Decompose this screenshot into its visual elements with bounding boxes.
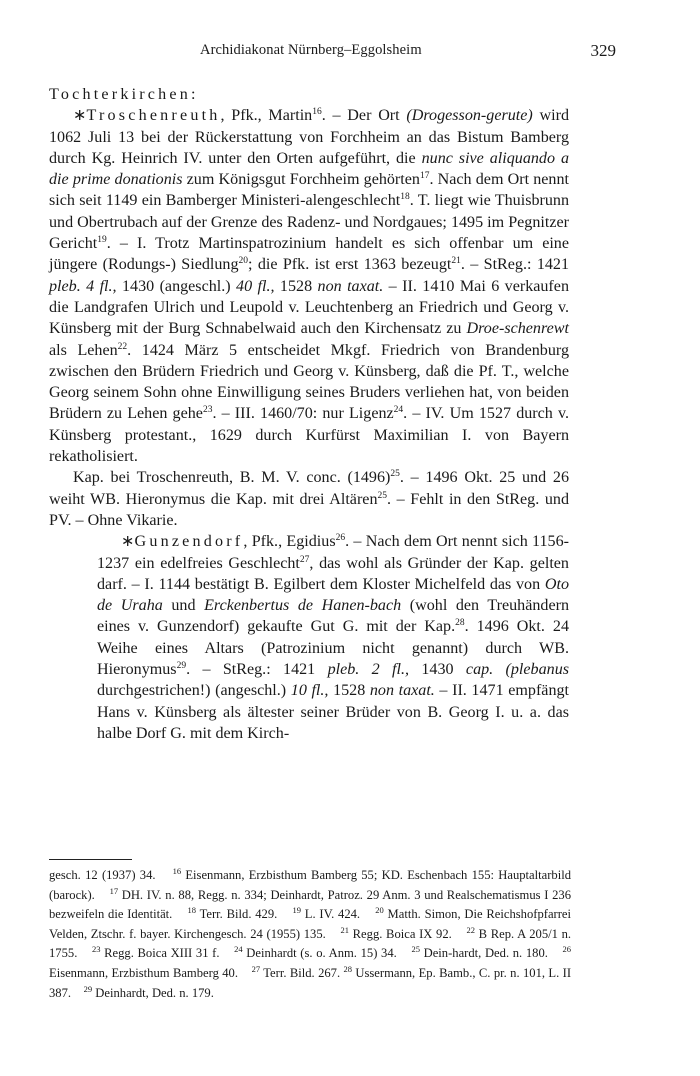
footnote-divider xyxy=(49,859,132,860)
italic-run: (Drogesson-gerute) xyxy=(406,107,533,125)
footnote-ref: 25 xyxy=(377,490,387,501)
footnote-20: Matth. Simon, Die Reichshofpfarrei Velden, Ztschr. f. bayer. Kirchengesch. 24 (1955) 135. xyxy=(49,907,572,941)
footnote-number: 29 xyxy=(83,983,93,994)
footnote-ref: 17 xyxy=(419,171,430,182)
footnote-19: L. IV. 424. xyxy=(301,907,361,922)
text-run: , Pfk., Martin xyxy=(220,107,313,125)
text-run: zum Königsgut Forchheim gehörten xyxy=(182,171,420,189)
text-run: 1430 (angeschl.) xyxy=(116,277,237,295)
footnote-29: Deinhardt, Ded. n. 179. xyxy=(92,985,214,1000)
footnote-27: Terr. Bild. 267. xyxy=(260,965,341,980)
footnote-28: Ussermann, Ep. Bamb., C. pr. n. 101, L. II 387. xyxy=(49,965,572,1000)
footnote-number: 23 xyxy=(91,944,101,955)
text-run: . – Der Ort xyxy=(321,107,407,125)
text-run: . 1424 März 5 entscheidet Mkgf. Friedrich von Brandenburg zwischen den Brüdern Friedrich und Georg v. Künsberg, daß die Pf. T., welche Georg seinem Sohn ohne Einwilligung seines Bruders verliehen hat, von beiden Brüdern zu Lehen gehe xyxy=(49,341,569,423)
text-run: wird 1062 Juli 13 bei der Rückerstattung von Forchheim an das Bistum Bamberg durch Kg. Heinrich IV. unter den Orten aufgeführt, die xyxy=(49,107,570,167)
page-number: 329 xyxy=(590,41,616,60)
footnote-ref: 25 xyxy=(390,469,400,480)
footnote-number: 16 xyxy=(172,866,182,876)
footnote-23: Regg. Boica XIII 31 f. xyxy=(100,946,220,961)
footnote-22: B Rep. A 205/1 n. 1755. xyxy=(49,926,572,961)
text-run: . – IV. Um 1527 durch v. Künsberg protestant., 1629 durch Kurfürst Maximilian I. von Bayern rekatholisiert. xyxy=(49,405,569,466)
text-run: . – Nach dem Ort nennt sich 1156-1237 ein edelfreies Geschlecht xyxy=(97,533,570,572)
text-run: als Lehen xyxy=(49,341,118,359)
text-run: . – Fehlt in den StReg. und PV. – Ohne Vikarie. xyxy=(49,490,569,529)
footnotes xyxy=(49,866,571,1003)
footnote-number: 18 xyxy=(187,905,197,916)
star-marker: ∗ xyxy=(121,533,135,551)
text-run: – II. 1410 Mai 6 verkaufen die Landgrafen Ulrich und Leupold v. Leuchtenberg an Friedrich und Georg v. Künsberg mit der Burg Schnabelwaid auch den Kirchensatz zu xyxy=(49,277,569,338)
footnote-ref: 26 xyxy=(335,533,346,544)
section-heading: Tochterkirchen: xyxy=(49,86,199,103)
footnote-number: 26 xyxy=(562,944,572,955)
footnote-ref: 16 xyxy=(312,107,322,118)
footnote-24: Deinhardt (s. o. Anm. 15) 34. xyxy=(242,946,397,961)
footnote-ref: 21 xyxy=(451,256,461,267)
italic-run: Oto de Uraha xyxy=(97,575,569,615)
text-run: ; die Pfk. ist erst 1363 bezeugt xyxy=(248,256,452,274)
paragraph-chapel xyxy=(49,467,569,531)
text-run: 1430 xyxy=(409,661,466,679)
italic-run: pleb. 4 fl., xyxy=(49,277,117,295)
text-run: . – 1496 Okt. 25 und 26 weiht WB. Hieronymus die Kap. mit drei Altären xyxy=(49,469,569,508)
text-run: und xyxy=(162,597,205,615)
footnote-number: 20 xyxy=(375,905,384,916)
italic-run: Droe-schenrewt xyxy=(466,320,569,338)
footnote-ref: 20 xyxy=(238,256,249,267)
footnote-ref: 24 xyxy=(393,405,404,416)
text-run: . – StReg.: 1421 xyxy=(460,256,570,274)
italic-run: non taxat. xyxy=(369,682,435,700)
text-run: . T. liegt wie Thuisbrunn und Obertrubach auf der Grenze des Radenz- und Nordgaues; 1495 im Pegnitzer Gericht xyxy=(49,192,570,253)
text-run: 1528 xyxy=(328,682,370,700)
star-marker: ∗ xyxy=(73,107,87,125)
footnote-ref: 18 xyxy=(400,192,410,203)
text-run: 1528 xyxy=(274,277,318,295)
text-run: . 1496 Okt. 24 Weihe eines Altars (Patrozinium nicht genannt) durch WB. Hieronymus xyxy=(97,618,569,679)
footnote-continuation: gesch. 12 (1937) 34. xyxy=(49,868,156,882)
text-run: . Nach dem Ort nennt sich seit 1149 ein Bamberger Ministeri-alengeschlecht xyxy=(49,171,569,210)
footnote-ref: 29 xyxy=(176,661,187,672)
paragraph-troschenreuth xyxy=(49,105,569,467)
footnote-18: Terr. Bild. 429. xyxy=(196,907,278,922)
footnote-ref: 22 xyxy=(117,341,128,352)
footnote-number: 21 xyxy=(340,924,349,935)
footnote-number: 22 xyxy=(466,924,475,935)
footnote-ref: 27 xyxy=(299,554,310,565)
italic-run: 10 fl., xyxy=(290,682,329,700)
text-run: durchgestrichen!) (angeschl.) xyxy=(97,682,291,700)
text-run: – II. 1471 empfängt Hans v. Künsberg als ältester seiner Brüder von B. Georg I. u. a. das halbe Dorf G. mit dem Kirch- xyxy=(97,682,570,742)
footnote-block xyxy=(49,866,571,1003)
italic-run: non taxat. xyxy=(317,277,384,295)
footnote-21: Regg. Boica IX 92. xyxy=(348,926,452,941)
text-run: . – I. Trotz Martinspatrozinium handelt es sich offenbar um eine jüngere (Rodungs-) Siedlung xyxy=(49,235,569,274)
footnote-ref: 19 xyxy=(97,235,107,246)
footnote-25: Dein-hardt, Ded. n. 180. xyxy=(419,946,548,961)
running-head xyxy=(0,42,700,66)
text-run: . – StReg.: 1421 xyxy=(186,661,328,679)
italic-run: 40 fl., xyxy=(236,277,275,295)
footnote-26: Eisenmann, Erzbisthum Bamberg 40. xyxy=(49,965,239,980)
italic-run: cap. (plebanus xyxy=(465,661,569,679)
italic-run: Erckenbertus de Hanen-bach xyxy=(204,597,402,615)
footnote-16: Eisenmann, Erzbisthum Bamberg 55; KD. Eschenbach 155: Hauptaltarbild (barock). xyxy=(49,868,572,902)
text-run: . – III. 1460/70: nur Ligenz xyxy=(212,405,394,423)
footnote-ref: 28 xyxy=(455,618,465,629)
italic-run: nunc sive aliquando a die prime donationis xyxy=(49,149,570,189)
text-run: Kap. bei Troschenreuth, B. M. V. conc. (1496) xyxy=(73,469,391,487)
footnote-ref: 23 xyxy=(202,405,213,416)
footnote-number: 24 xyxy=(234,944,243,955)
footnote-number: 19 xyxy=(292,905,301,916)
italic-run: pleb. 2 fl., xyxy=(327,661,410,679)
place-name-troschenreuth: Troschenreuth xyxy=(86,107,221,125)
footnote-number: 27 xyxy=(251,963,261,974)
footnote-17: DH. IV. n. 88, Regg. n. 334; Deinhardt, Patroz. 29 Anm. 3 und Realschematismus I 236 bezweifeln die Identität. xyxy=(49,887,571,922)
text-run: , Pfk., Egidius xyxy=(243,533,336,551)
footnote-number: 25 xyxy=(411,944,420,955)
footnote-number: 17 xyxy=(109,885,119,896)
place-name-gunzendorf: Gunzendorf xyxy=(134,533,244,551)
text-run: (wohl den Treuhändern eines v. Gunzendorf) gekaufte Gut G. mit der Kap. xyxy=(97,597,570,636)
running-title: Archidiakonat Nürnberg–Eggolsheim xyxy=(200,42,422,58)
paragraph-gunzendorf xyxy=(97,531,569,744)
main-text xyxy=(49,84,569,744)
footnote-number: 28 xyxy=(343,963,353,974)
text-run: , das wohl als Gründer der Kap. gelten darf. – I. 1144 bestätigt B. Egilbert dem Kloster Michelfeld das von xyxy=(97,554,569,593)
